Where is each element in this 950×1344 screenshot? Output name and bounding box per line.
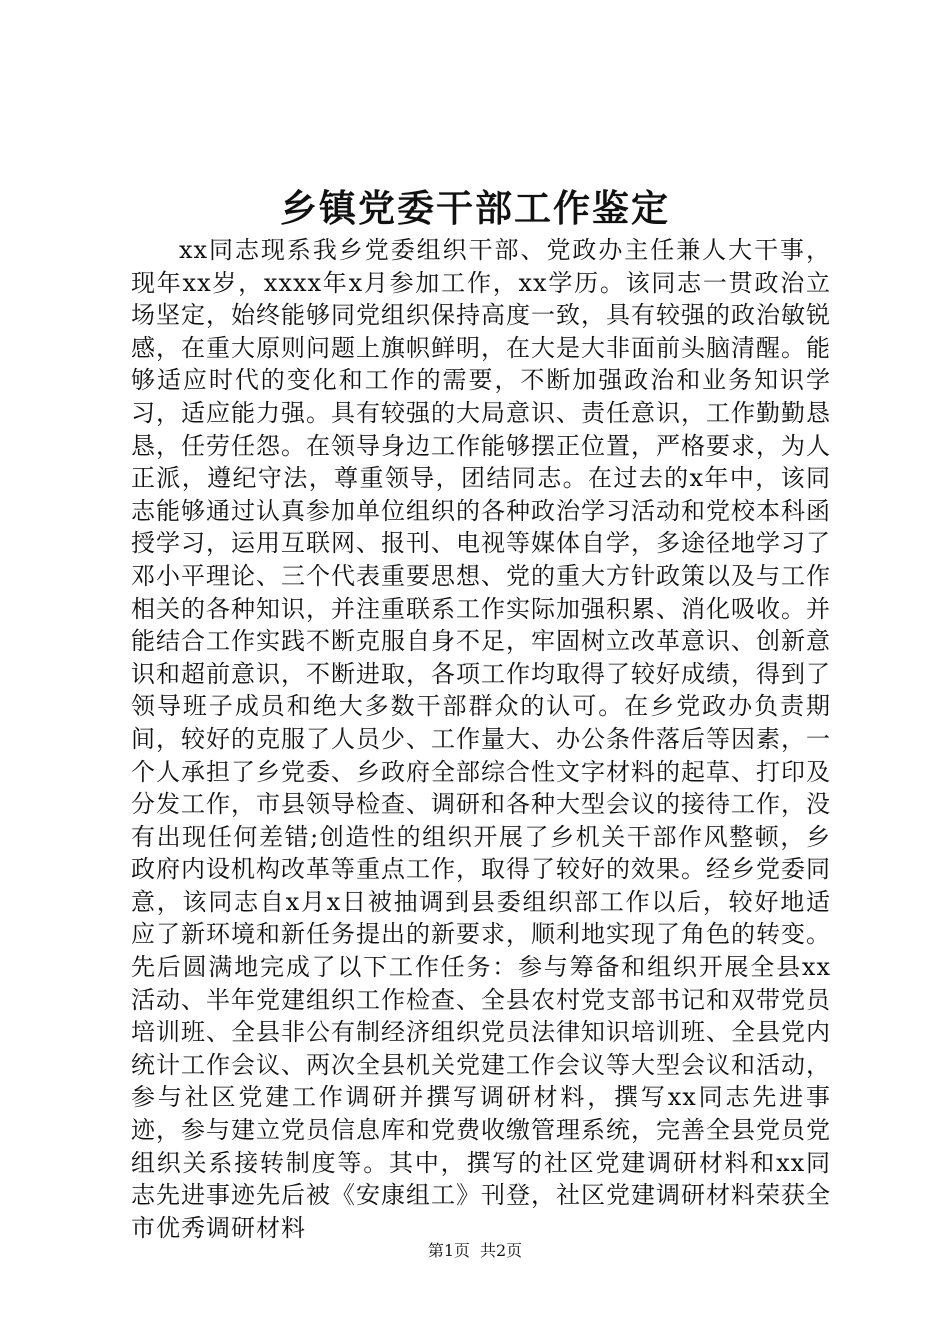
document-title: 乡镇党委干部工作鉴定 <box>280 186 670 230</box>
body-paragraph: xx同志现系我乡党委组织干部、党政办主任兼人大干事，现年xx岁，xxxx年x月参加工作，xx学历。该同志一贯政治立场坚定，始终能够同党组织保持高度一致，具有较强的政治敏锐感，在重大原则问题上旗帜鲜明，在大是大非面前头脑清醒。能够适应时代的变化和工作的需要，不断加强政治和业务知识学习，适应能力强。具有较强的大局意识、责任意识，工作勤勤恳恳，任劳任怨。在领导身边工作能够摆正位置，严格要求，为人正派，遵纪守法，尊重领导，团结同志。在过去的x年中，该同志能够通过认真参加单位组织的各种政治学习活动和党校本科函授学习，运用互联网、报刊、电视等媒体自学，多途径地学习了邓小平理论、三个代表重要思想、党的重大方针政策以及与工作相关的各种知识，并注重联系工作实际加强积累、消化吸收。并能结合工作实践不断克服自身不足，牢固树立改革意识、创新意识和超前意识，不断进取，各项工作均取得了较好成绩，得到了领导班子成员和绝大多数干部群众的认可。在乡党政办负责期间，较好的克服了人员少、工作量大、办公条件落后等因素，一个人承担了乡党委、乡政府全部综合性文字材料的起草、打印及分发工作，市县领导检查、调研和各种大型会议的接待工作，没有出现任何差错;创造性的组织开展了乡机关干部作风整顿，乡政府内设机构改革等重点工作，取得了较好的效果。经乡党委同意，该同志自x月x日被抽调到县委组织部工作以后，较好地适应了新环境和新任务提出的新要求，顺利地实现了角色的转变。先后圆满地完成了以下工作任务：参与筹备和组织开展全县xx活动、半年党建组织工作检查、全县农村党支部书记和双带党员培训班、全县非公有制经济组织党员法律知识培训班、全县党内统计工作会议、两次全县机关党建工作会议等大型会议和活动，参与社区党建工作调研并撰写调研材料，撰写xx同志先进事迹，参与建立党员信息库和党费收缴管理系统，完善全县党员党组织关系接转制度等。其中，撰写的社区党建调研材料和xx同志先进事迹先后被《安康组工》刊登，社区党建调研材料荣获全市优秀调研材料 <box>131 236 831 1242</box>
page-footer <box>0 1240 950 1262</box>
page-total: 共2页 <box>480 1241 523 1260</box>
page-number: 第1页 <box>427 1241 470 1260</box>
